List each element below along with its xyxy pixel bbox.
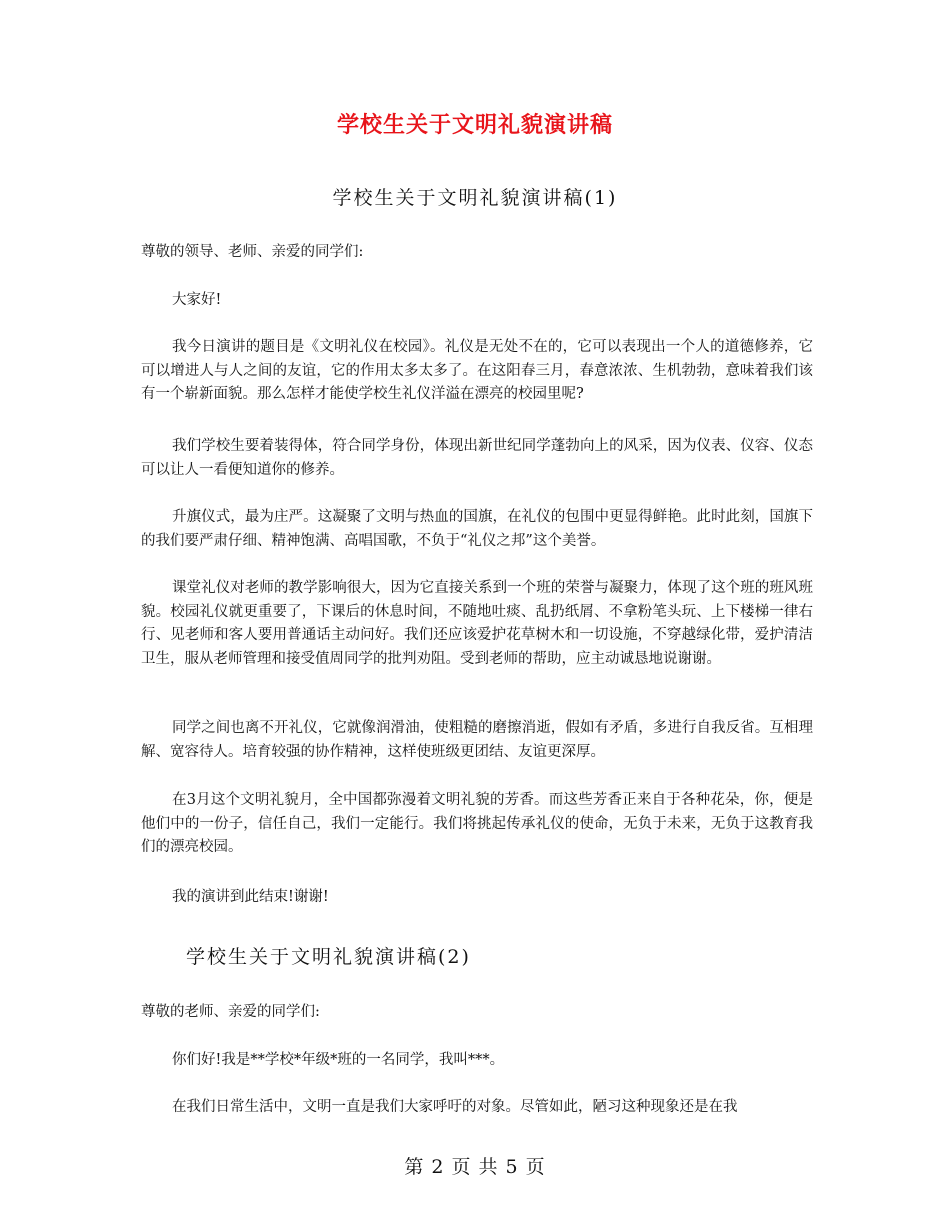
section2-paragraph-1: 你们好!我是**学校*年级*班的一名同学，我叫***。 xyxy=(172,1052,505,1068)
section1-paragraph-3: 升旗仪式，最为庄严。这凝聚了文明与热血的国旗，在礼仪的包围中更显得鲜艳。此时此刻，国旗下的我们要严肃仔细、精神饱满、高唱国歌，不负于“礼仪之邦”这个美誉。 xyxy=(141,509,813,549)
section1-heading: 学校生关于文明礼貌演讲稿(1) xyxy=(332,187,618,209)
section1-paragraph-1: 我今日演讲的题目是《文明礼仪在校园》。礼仪是无处不在的，它可以表现出一个人的道德修养，它可以增进人与人之间的友谊，它的作用太多太多了。在这阳春三月，春意浓浓、生机勃勃，意味着我们该有一个崭新面貌。那么怎样才能使学校生礼仪洋溢在漂亮的校园里呢? xyxy=(141,339,813,402)
section1-paragraph-4: 课堂礼仪对老师的教学影响很大，因为它直接关系到一个班的荣誉与凝聚力，体现了这个班的班风班貌。校园礼仪就更重要了，下课后的休息时间，不随地吐痰、乱扔纸屑、不拿粉笔头玩、上下楼梯一律右行、见老师和客人要用普通话主动问好。我们还应该爱护花草树木和一切设施，不穿越绿化带，爱护清洁卫生，服从老师管理和接受值周同学的批判劝阻。受到老师的帮助，应主动诚恳地说谢谢。 xyxy=(141,580,813,667)
section2-paragraph-2: 在我们日常生活中，文明一直是我们大家呼吁的对象。尽管如此，陋习这种现象还是在我 xyxy=(172,1099,738,1115)
section1-paragraph-6: 在3月这个文明礼貌月，全中国都弥漫着文明礼貌的芳香。而这些芳香正来自于各种花朵，你，便是他们中的一份子，信任自己，我们一定能行。我们将挑起传承礼仪的使命，无负于未来，无负于这教育我们的漂亮校园。 xyxy=(141,792,813,855)
section1-closing: 我的演讲到此结束!谢谢! xyxy=(172,889,329,905)
section2-salutation: 尊敬的老师、亲爱的同学们: xyxy=(141,1004,320,1020)
section1-paragraph-2: 我们学校生要着装得体，符合同学身份，体现出新世纪同学蓬勃向上的风采，因为仪表、仪容、仪态可以让人一看便知道你的修养。 xyxy=(141,438,813,478)
page-number-footer: 第 2 页 共 5 页 xyxy=(404,1156,546,1178)
section1-salutation: 尊敬的领导、老师、亲爱的同学们: xyxy=(141,244,364,260)
document-title: 学校生关于文明礼貌演讲稿 xyxy=(336,112,613,138)
section1-paragraph-5: 同学之间也离不开礼仪，它就像润滑油，使粗糙的磨擦消逝，假如有矛盾，多进行自我反省。互相理解、宽容待人。培育较强的协作精神，这样使班级更团结、友谊更深厚。 xyxy=(141,720,813,760)
section1-greeting: 大家好! xyxy=(172,292,222,308)
section2-heading: 学校生关于文明礼貌演讲稿(2) xyxy=(186,946,471,968)
